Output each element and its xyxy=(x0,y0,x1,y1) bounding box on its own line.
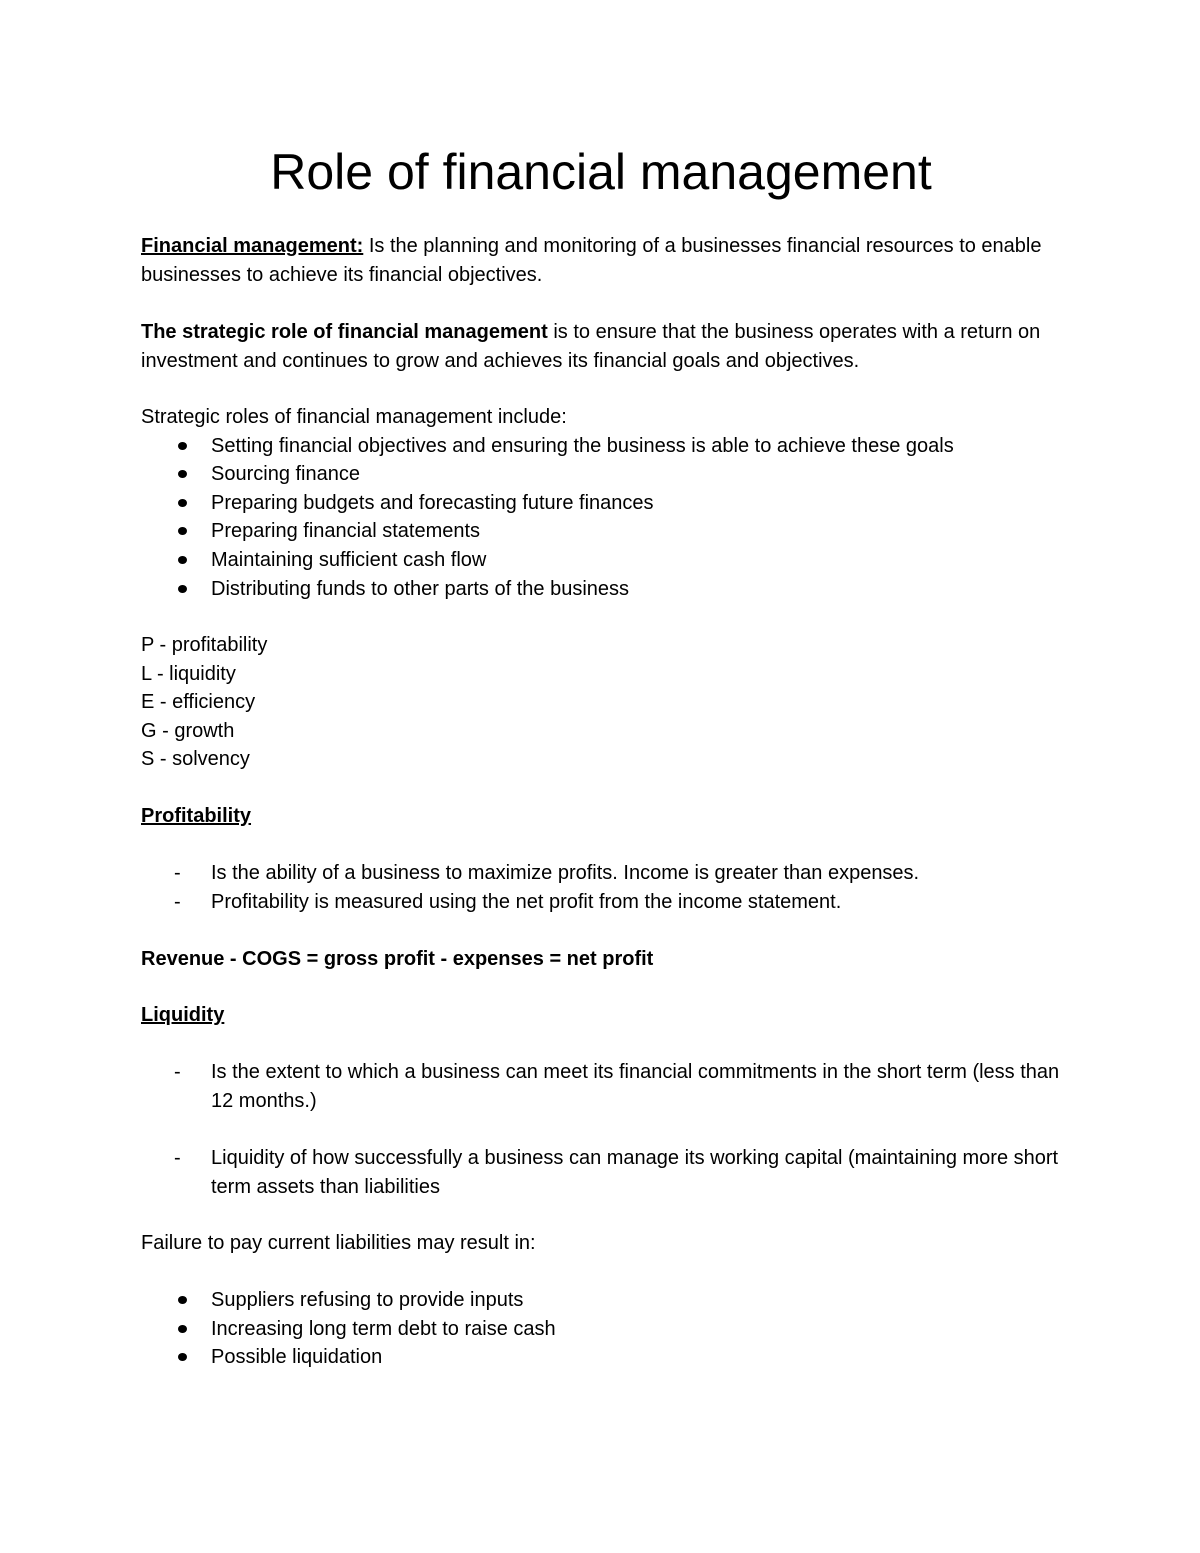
profitability-section xyxy=(141,802,1061,916)
list-item: Possible liquidation xyxy=(141,1343,1061,1372)
strategic-roles-section xyxy=(141,403,1061,603)
list-item: Preparing budgets and forecasting future finances xyxy=(141,489,1061,518)
strategic-role-paragraph xyxy=(141,318,1061,375)
list-item: Setting financial objectives and ensuring the business is able to achieve these goals xyxy=(141,432,1061,461)
list-item: Preparing financial statements xyxy=(141,517,1061,546)
strategic-role-text: is to ensure that the business operates with a return on investment and continues to grow and achieves its financial goals and objectives. xyxy=(141,321,1041,372)
bullet-icon xyxy=(178,527,187,535)
liquidity-heading: Liquidity xyxy=(141,1004,225,1026)
bullet-icon xyxy=(178,499,187,507)
definition-paragraph xyxy=(141,232,1061,289)
profitability-list xyxy=(141,859,1061,916)
acronym-item: S - solvency xyxy=(141,748,250,771)
bullet-icon xyxy=(178,556,187,564)
acronym-item: G - growth xyxy=(141,719,235,742)
acronym-item: L - liquidity xyxy=(141,662,236,685)
list-item: - Liquidity of how successfully a business can manage its working capital (maintaining more short term assets than liabilities xyxy=(141,1144,1061,1201)
page-title: Role of financial management xyxy=(270,144,932,200)
dash-marker: - xyxy=(174,862,181,885)
list-item: - Is the ability of a business to maximize profits. Income is greater than expenses. xyxy=(141,859,1061,888)
bullet-icon xyxy=(178,1325,187,1333)
list-item: Increasing long term debt to raise cash xyxy=(141,1315,1061,1344)
list-item: Maintaining sufficient cash flow xyxy=(141,546,1061,575)
bullet-icon xyxy=(178,585,187,593)
dash-marker: - xyxy=(174,1061,181,1084)
definition-text: Is the planning and monitoring of a businesses financial resources to enable businesses to achieve its financial objectives. xyxy=(141,235,1042,286)
acronym-item: P - profitability xyxy=(141,634,268,656)
acronym-item: E - efficiency xyxy=(141,691,256,714)
definition-term: Financial management: xyxy=(141,235,364,257)
liquidity-section xyxy=(141,1001,1061,1201)
list-item: Distributing funds to other parts of the business xyxy=(141,575,1061,604)
acronym-list xyxy=(141,631,1061,774)
failure-results-list xyxy=(141,1286,1061,1372)
bullet-icon xyxy=(178,1353,187,1361)
bullet-icon xyxy=(178,442,187,450)
list-item: Sourcing finance xyxy=(141,460,1061,489)
dash-marker: - xyxy=(174,1146,181,1169)
bullet-icon xyxy=(178,470,187,478)
list-item: - Profitability is measured using the net profit from the income statement. xyxy=(141,888,1061,917)
failure-intro: Failure to pay current liabilities may result in: xyxy=(141,1232,536,1254)
strategic-role-term: The strategic role of financial management xyxy=(141,321,548,343)
profitability-heading: Profitability xyxy=(141,805,252,827)
failure-section xyxy=(141,1229,1061,1372)
dash-marker: - xyxy=(174,890,181,913)
profit-formula: Revenue - COGS = gross profit - expenses = net profit xyxy=(141,948,654,970)
bullet-icon xyxy=(178,1296,187,1304)
list-item: - Is the extent to which a business can meet its financial commitments in the short term (less than 12 months.) xyxy=(141,1058,1061,1115)
strategic-roles-intro: Strategic roles of financial management include: xyxy=(141,406,567,428)
list-item: Suppliers refusing to provide inputs xyxy=(141,1286,1061,1315)
liquidity-list xyxy=(141,1058,1061,1201)
strategic-roles-list xyxy=(141,432,1061,604)
